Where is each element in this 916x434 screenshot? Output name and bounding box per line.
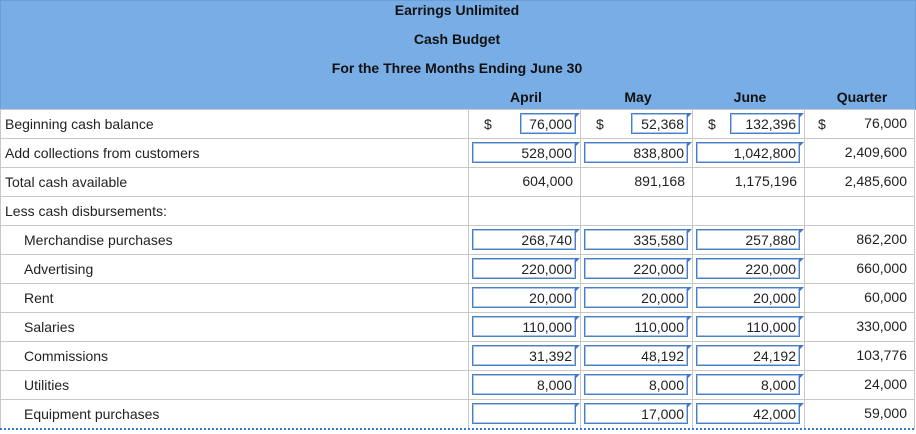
input-utilities-may[interactable]: 8,000: [584, 374, 688, 395]
input-commissions-june[interactable]: 24,192: [696, 345, 800, 366]
row-label-rent: Rent: [24, 290, 54, 306]
input-collections-june[interactable]: 1,042,800: [696, 142, 800, 163]
row-label-less-disbursements: Less cash disbursements:: [5, 203, 167, 219]
row-label-total-cash: Total cash available: [5, 174, 128, 190]
value-rent-quarter: 60,000: [864, 289, 907, 305]
input-merch-june[interactable]: 257,880: [696, 229, 800, 250]
budget-period: For the Three Months Ending June 30: [331, 60, 583, 76]
grid-line: [0, 283, 914, 284]
grid-line: [0, 341, 914, 342]
grid-line: [468, 109, 469, 429]
value-total-april: 604,000: [522, 173, 573, 189]
row-label-collections: Add collections from customers: [5, 145, 200, 161]
value-total-quarter: 2,485,600: [844, 173, 907, 189]
input-merch-may[interactable]: 335,580: [584, 229, 688, 250]
input-rent-april[interactable]: 20,000: [472, 287, 576, 308]
row-label-advertising: Advertising: [24, 261, 94, 277]
input-utilities-june[interactable]: 8,000: [696, 374, 800, 395]
grid-line: [914, 109, 915, 429]
input-salaries-april[interactable]: 110,000: [472, 316, 576, 337]
input-equipment-april[interactable]: [472, 403, 576, 424]
value-beginning-quarter: 76,000: [864, 115, 907, 131]
input-beginning-may[interactable]: 52,368: [631, 113, 688, 134]
value-total-may: 891,168: [634, 173, 685, 189]
value-utilities-quarter: 24,000: [864, 376, 907, 392]
input-utilities-april[interactable]: 8,000: [472, 374, 576, 395]
row-label-equipment: Equipment purchases: [24, 406, 160, 422]
value-collections-quarter: 2,409,600: [844, 144, 907, 160]
grid-line: [0, 109, 1, 429]
input-beginning-april[interactable]: 76,000: [520, 113, 576, 134]
grid-line: [692, 109, 693, 429]
grid-line: [0, 370, 914, 371]
grid-line: [0, 312, 914, 313]
currency-symbol: $: [708, 116, 716, 132]
grid-line: [0, 225, 914, 226]
grid-line: [0, 196, 914, 197]
col-header-june: June: [733, 89, 767, 105]
grid-line: [0, 109, 914, 110]
input-salaries-may[interactable]: 110,000: [584, 316, 688, 337]
input-merch-april[interactable]: 268,740: [472, 229, 576, 250]
budget-header: [0, 0, 916, 110]
row-label-commissions: Commissions: [24, 348, 109, 364]
input-commissions-april[interactable]: 31,392: [472, 345, 576, 366]
row-label-salaries: Salaries: [24, 319, 75, 335]
company-name: Earrings Unlimited: [394, 2, 520, 18]
input-commissions-may[interactable]: 48,192: [584, 345, 688, 366]
currency-symbol: $: [818, 116, 826, 132]
grid-line: [804, 109, 805, 429]
row-label-beginning-cash: Beginning cash balance: [5, 116, 154, 132]
value-total-june: 1,175,196: [734, 173, 797, 189]
input-beginning-june[interactable]: 132,396: [730, 113, 800, 134]
grid-line: [0, 167, 914, 168]
value-advertising-quarter: 660,000: [856, 260, 907, 276]
value-salaries-quarter: 330,000: [856, 318, 907, 334]
input-rent-may[interactable]: 20,000: [584, 287, 688, 308]
value-equipment-quarter: 59,000: [864, 405, 907, 421]
input-advertising-june[interactable]: 220,000: [696, 258, 800, 279]
input-rent-june[interactable]: 20,000: [696, 287, 800, 308]
row-label-merchandise: Merchandise purchases: [24, 232, 173, 248]
input-collections-april[interactable]: 528,000: [472, 142, 576, 163]
input-advertising-april[interactable]: 220,000: [472, 258, 576, 279]
input-equipment-may[interactable]: 17,000: [584, 403, 688, 424]
input-equipment-june[interactable]: 42,000: [696, 403, 800, 424]
grid-line: [0, 399, 914, 400]
input-collections-may[interactable]: 838,800: [584, 142, 688, 163]
col-header-may: May: [624, 89, 652, 105]
currency-symbol: $: [596, 116, 604, 132]
grid-line: [0, 138, 914, 139]
grid-line: [0, 254, 914, 255]
value-merch-quarter: 862,200: [856, 231, 907, 247]
row-label-utilities: Utilities: [24, 377, 70, 393]
grid-line: [580, 109, 581, 429]
col-header-quarter: Quarter: [836, 89, 888, 105]
input-advertising-may[interactable]: 220,000: [584, 258, 688, 279]
value-commissions-quarter: 103,776: [856, 347, 907, 363]
budget-title: Cash Budget: [413, 31, 501, 47]
currency-symbol: $: [484, 116, 492, 132]
input-salaries-june[interactable]: 110,000: [696, 316, 800, 337]
dotted-divider: [0, 428, 914, 430]
col-header-april: April: [510, 89, 542, 105]
